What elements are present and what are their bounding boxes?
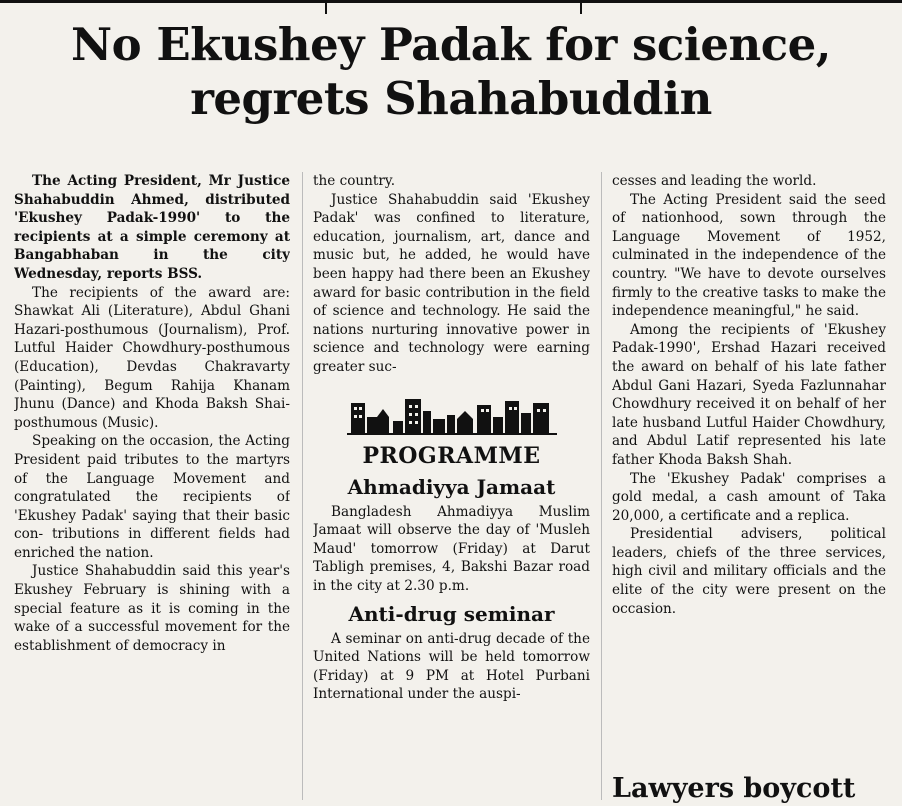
paragraph: Presidential advisers, political leaders, chiefs of the three services, high civil and military officials and the elite of the city were present on the occasion.	[612, 526, 886, 617]
programme-title: PROGRAMME	[362, 442, 541, 469]
column-rule	[580, 0, 582, 14]
paragraph: cesses and leading the world.	[612, 173, 817, 189]
paragraph: the country.	[313, 173, 396, 189]
article-column-2	[313, 172, 590, 800]
column-divider	[302, 172, 303, 800]
paragraph: Justice Shahabuddin said 'Ekushey Padak' was confined to literature, education, journalism, art, dance and music but, he added, he would have been happy had there been an Ekushey award for basic contribution in the field of science and technology. He said the nations nurturing innovative power in science and technology were earning greater suc-	[313, 191, 590, 375]
column-divider	[601, 172, 602, 800]
article-column-1	[14, 172, 290, 800]
paragraph: The recipients of the award are: Shawkat Ali (Literature), Abdul Ghani Hazari-posthumous (Journalism), Prof. Lutful Haider Chowdhury-posthumous (Education), Devdas Chakravarty (Painting), Begum Rahija Khanam Jhunu (Dance) and Khoda Baksh Shai-posthumous (Music).	[14, 284, 290, 431]
article-column-3	[612, 172, 886, 767]
headline-line-2: regrets Shahabuddin	[190, 72, 712, 125]
headline	[10, 18, 892, 126]
column-rule	[325, 0, 327, 14]
paragraph: The Acting President said the seed of nationhood, sown through the Language Movement of 1952, culminated in the independence of the country. "We have to devote ourselves firmly to the creative tasks to make the independence meaningful," he said.	[612, 191, 886, 320]
skyline-icon	[347, 395, 557, 435]
top-rule	[0, 0, 902, 3]
programme-item-body: A seminar on anti-drug decade of the United Nations will be held tomorrow (Friday) at 9 PM at Hotel Purbani International under the auspi-	[313, 630, 590, 703]
programme-item-heading: Ahmadiyya Jamaat	[347, 474, 556, 499]
paragraph: Justice Shahabuddin said this year's Ekushey February is shining with a special feature as it is coming in the wake of a successful movement for the establishment of democracy in	[14, 563, 290, 654]
programme-item-heading: Anti-drug seminar	[348, 601, 555, 626]
paragraph: Speaking on the occasion, the Acting President paid tributes to the martyrs of the Language Movement and congratulated the recipients of 'Ekushey Padak' saying that their basic con- tributions in different fields had enriched the nation.	[14, 433, 290, 561]
paragraph: The Acting President, Mr Justice Shahabuddin Ahmed, distributed 'Ekushey Padak-1990' to the recipients at a simple ceremony at Bangabhaban in the city Wednesday, reports BSS.	[14, 173, 290, 282]
paragraph: Among the recipients of 'Ekushey Padak-1990', Ershad Hazari received the award on behalf of his late father Abdul Gani Hazari, Syeda Fazlunnahar Chowdhury received it on behalf of her late husband Lutful Haider Chowdhury, and Abdul Latif represented his late father Khoda Baksh Shah.	[612, 321, 886, 468]
next-story-headline: Lawyers boycott	[612, 773, 856, 804]
headline-line-1: No Ekushey Padak for science,	[71, 18, 831, 71]
programme-item-body: Bangladesh Ahmadiyya Muslim Jamaat will observe the day of 'Musleh Maud' tomorrow (Friday) at Darut Tabligh premises, 4, Bakshi Bazar road in the city at 2.30 p.m.	[313, 503, 590, 594]
paragraph: The 'Ekushey Padak' comprises a gold medal, a cash amount of Taka 20,000, a certificate and a replica.	[612, 470, 886, 524]
